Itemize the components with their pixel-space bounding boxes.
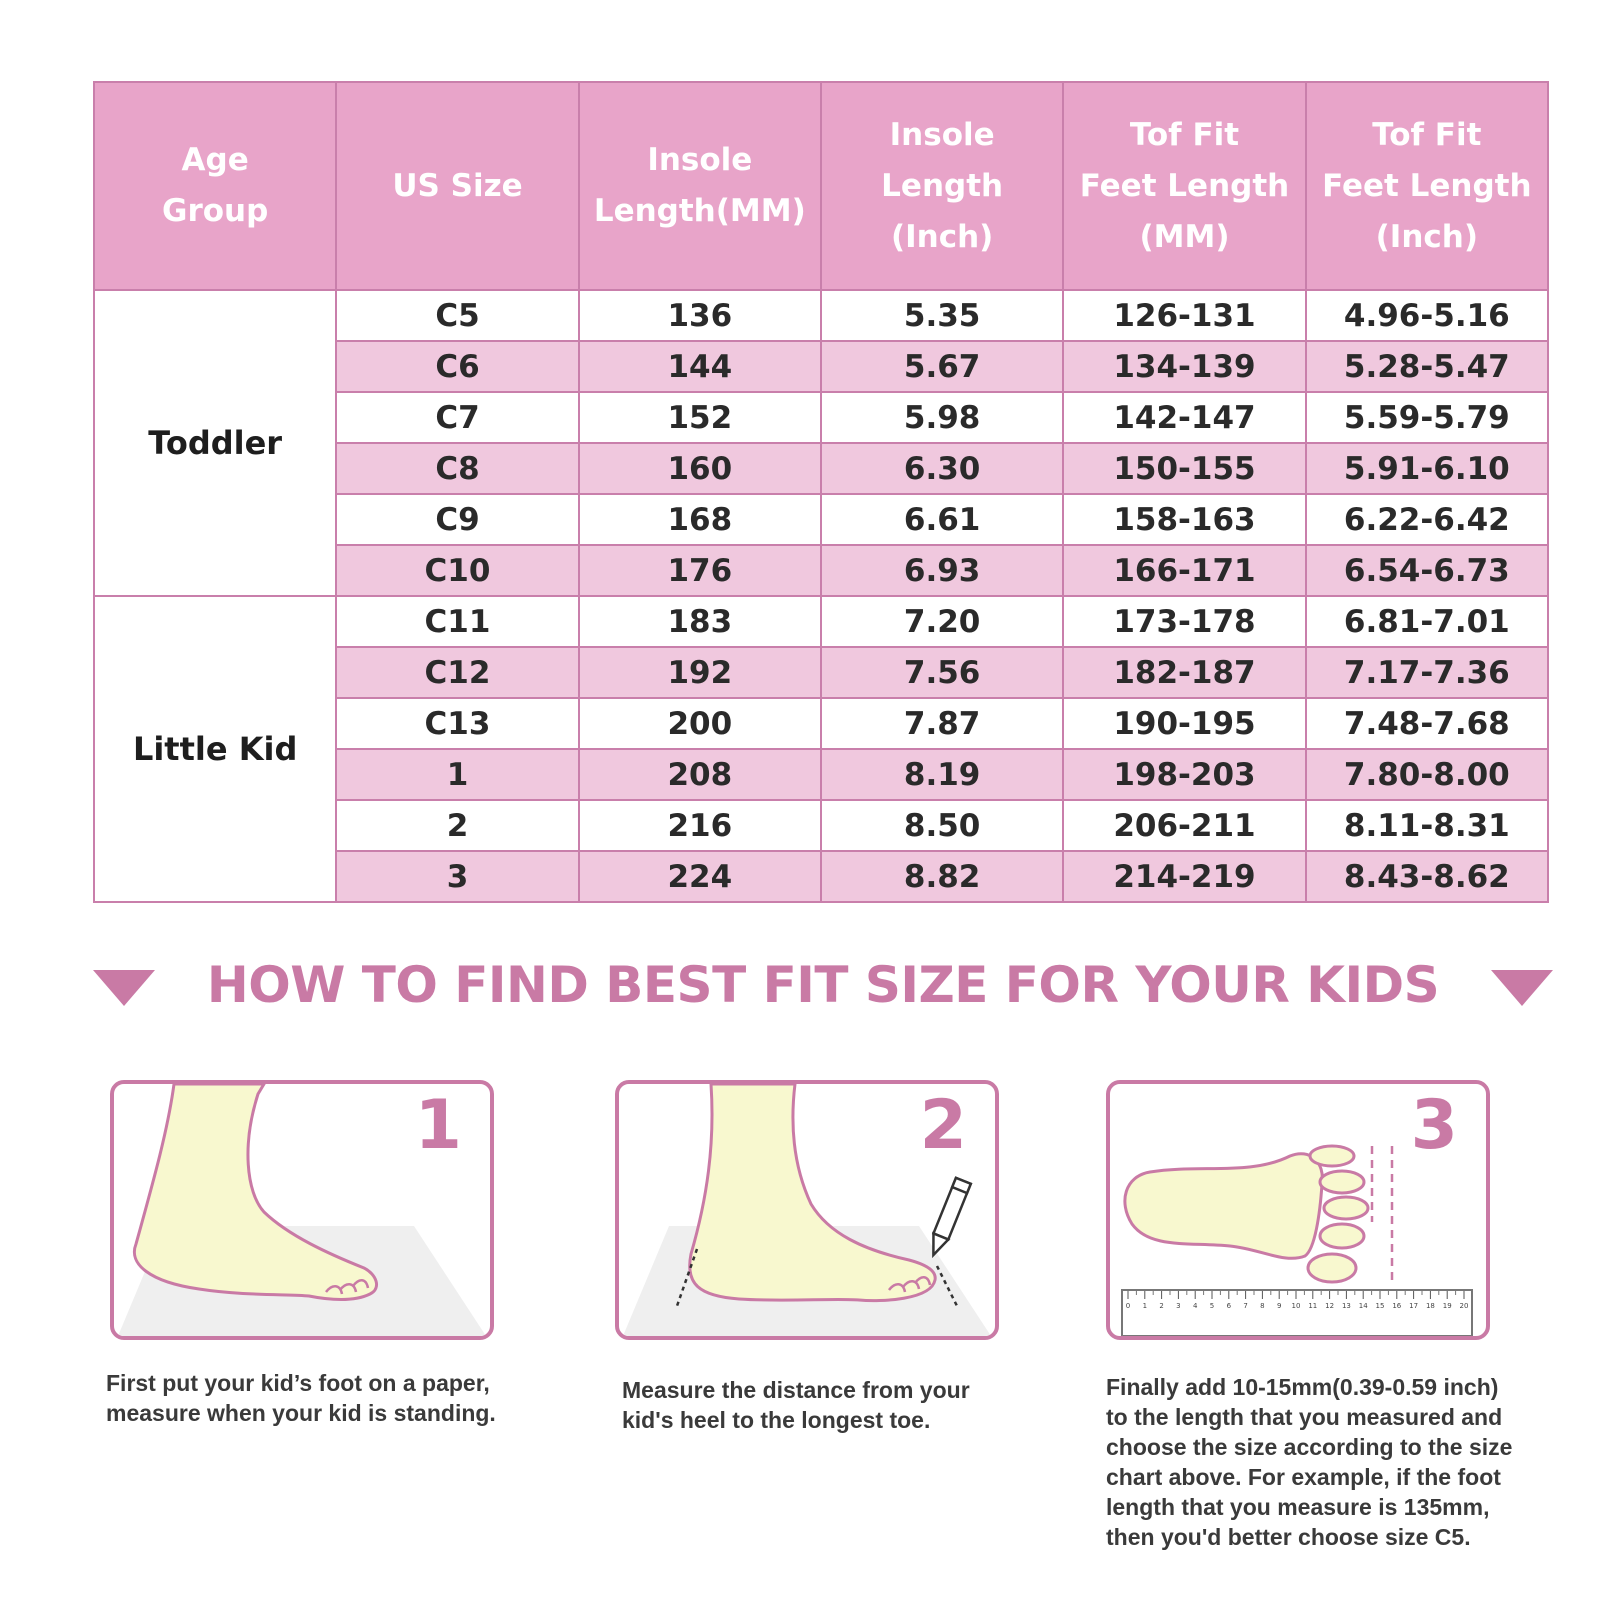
table-cell: 3	[336, 851, 578, 902]
step-2-card	[615, 1080, 999, 1340]
table-cell: 5.98	[821, 392, 1063, 443]
table-cell: C12	[336, 647, 578, 698]
pencil-icon	[926, 1178, 971, 1258]
table-cell: C13	[336, 698, 578, 749]
table-cell: 152	[579, 392, 821, 443]
table-cell: C10	[336, 545, 578, 596]
table-row	[94, 290, 1548, 341]
ruler-tick-label: 5	[1209, 1302, 1215, 1310]
table-cell: C6	[336, 341, 578, 392]
ruler-tick-label: 15	[1375, 1302, 1385, 1310]
step-2-text: Measure the distance from your kid's heel to the longest toe.	[622, 1377, 970, 1433]
ruler-tick-label: 17	[1409, 1302, 1419, 1310]
step-3-text: Finally add 10-15mm(0.39-0.59 inch) to the length that you measured and choose the size according to the size chart above. For example, if the foot length that you measure is 135mm, then you'd better choose size C5.	[1106, 1374, 1513, 1550]
table-cell: 5.28-5.47	[1306, 341, 1548, 392]
table-cell: 134-139	[1063, 341, 1305, 392]
table-cell: 160	[579, 443, 821, 494]
ruler-tick-label: 11	[1308, 1302, 1318, 1310]
table-cell: 1	[336, 749, 578, 800]
table-cell: 168	[579, 494, 821, 545]
table-cell: 158-163	[1063, 494, 1305, 545]
table-cell: 150-155	[1063, 443, 1305, 494]
table-cell: 208	[579, 749, 821, 800]
table-header-row	[94, 82, 1548, 290]
table-cell: 8.82	[821, 851, 1063, 902]
ruler-tick-label: 19	[1442, 1302, 1452, 1310]
table-cell: C11	[336, 596, 578, 647]
triangle-down-icon	[1491, 970, 1553, 1006]
ruler-tick-label: 2	[1159, 1302, 1164, 1310]
how-to-heading	[93, 950, 1553, 1020]
header-feet-length-mm: Tof Fit Feet Length (MM)	[1063, 82, 1305, 290]
table-body	[94, 290, 1548, 902]
ruler-tick-label: 12	[1325, 1302, 1335, 1310]
table-cell: 214-219	[1063, 851, 1305, 902]
table-cell: 8.11-8.31	[1306, 800, 1548, 851]
table-cell: 216	[579, 800, 821, 851]
table-cell: 6.30	[821, 443, 1063, 494]
table-cell: 224	[579, 851, 821, 902]
table-cell: 200	[579, 698, 821, 749]
table-cell: 6.93	[821, 545, 1063, 596]
step-3-card	[1106, 1080, 1490, 1340]
triangle-down-icon	[93, 970, 155, 1006]
table-cell: 173-178	[1063, 596, 1305, 647]
table-cell: C8	[336, 443, 578, 494]
table-cell: C5	[336, 290, 578, 341]
table-row	[94, 596, 1548, 647]
table-cell: 5.67	[821, 341, 1063, 392]
table-cell: 6.61	[821, 494, 1063, 545]
heading-text: HOW TO FIND BEST FIT SIZE FOR YOUR KIDS	[206, 956, 1440, 1014]
table-cell: 7.48-7.68	[1306, 698, 1548, 749]
table-cell: C7	[336, 392, 578, 443]
ruler-tick-label: 7	[1243, 1302, 1248, 1310]
step-1-number: 1	[414, 1086, 462, 1165]
table-cell: C9	[336, 494, 578, 545]
table-cell: 7.87	[821, 698, 1063, 749]
ruler-tick-label: 0	[1125, 1302, 1131, 1310]
table-cell: 182-187	[1063, 647, 1305, 698]
ruler-tick-label: 4	[1192, 1302, 1198, 1310]
table-cell: 8.43-8.62	[1306, 851, 1548, 902]
table-cell: 7.20	[821, 596, 1063, 647]
age-group-cell: Toddler	[94, 290, 336, 596]
table-cell: 206-211	[1063, 800, 1305, 851]
table-cell: 4.96-5.16	[1306, 290, 1548, 341]
table-cell: 198-203	[1063, 749, 1305, 800]
table-cell: 6.54-6.73	[1306, 545, 1548, 596]
table-cell: 126-131	[1063, 290, 1305, 341]
step-3-number: 3	[1410, 1086, 1458, 1165]
step-1-card	[110, 1080, 494, 1340]
header-age-group: Age Group	[94, 82, 336, 290]
ruler-tick-label: 20	[1459, 1302, 1469, 1310]
table-cell: 6.81-7.01	[1306, 596, 1548, 647]
header-feet-length-inch: Tof Fit Feet Length (Inch)	[1306, 82, 1548, 290]
ruler-tick-label: 3	[1176, 1302, 1181, 1310]
table-cell: 7.56	[821, 647, 1063, 698]
header-insole-length-mm: Insole Length(MM)	[579, 82, 821, 290]
table-cell: 144	[579, 341, 821, 392]
step-2-number: 2	[919, 1086, 967, 1165]
table-cell: 5.59-5.79	[1306, 392, 1548, 443]
table-cell: 8.19	[821, 749, 1063, 800]
table-cell: 5.91-6.10	[1306, 443, 1548, 494]
table-cell: 5.35	[821, 290, 1063, 341]
table-cell: 176	[579, 545, 821, 596]
ruler-tick-label: 9	[1276, 1302, 1282, 1310]
ruler-tick-label: 8	[1260, 1302, 1265, 1310]
table-cell: 7.80-8.00	[1306, 749, 1548, 800]
ruler-tick-label: 18	[1425, 1302, 1435, 1310]
table-cell: 6.22-6.42	[1306, 494, 1548, 545]
table-cell: 136	[579, 290, 821, 341]
table-cell: 192	[579, 647, 821, 698]
ruler-tick-label: 10	[1291, 1302, 1301, 1310]
ruler-tick-label: 14	[1358, 1302, 1368, 1310]
table-cell: 166-171	[1063, 545, 1305, 596]
table-cell: 183	[579, 596, 821, 647]
ruler-tick-label: 1	[1142, 1302, 1148, 1310]
header-us-size: US Size	[336, 82, 578, 290]
ruler-icon	[1122, 1290, 1472, 1336]
age-group-cell: Little Kid	[94, 596, 336, 902]
ruler-tick-label: 13	[1341, 1302, 1351, 1310]
header-insole-length-inch: Insole Length (Inch)	[821, 82, 1063, 290]
ruler-tick-label: 6	[1226, 1302, 1232, 1310]
table-cell: 7.17-7.36	[1306, 647, 1548, 698]
step-1-text: First put your kid’s foot on a paper, measure when your kid is standing.	[106, 1370, 496, 1426]
table-cell: 2	[336, 800, 578, 851]
table-cell: 8.50	[821, 800, 1063, 851]
table-cell: 142-147	[1063, 392, 1305, 443]
size-chart-table	[93, 81, 1549, 903]
ruler-tick-label: 16	[1392, 1302, 1402, 1310]
table-cell: 190-195	[1063, 698, 1305, 749]
